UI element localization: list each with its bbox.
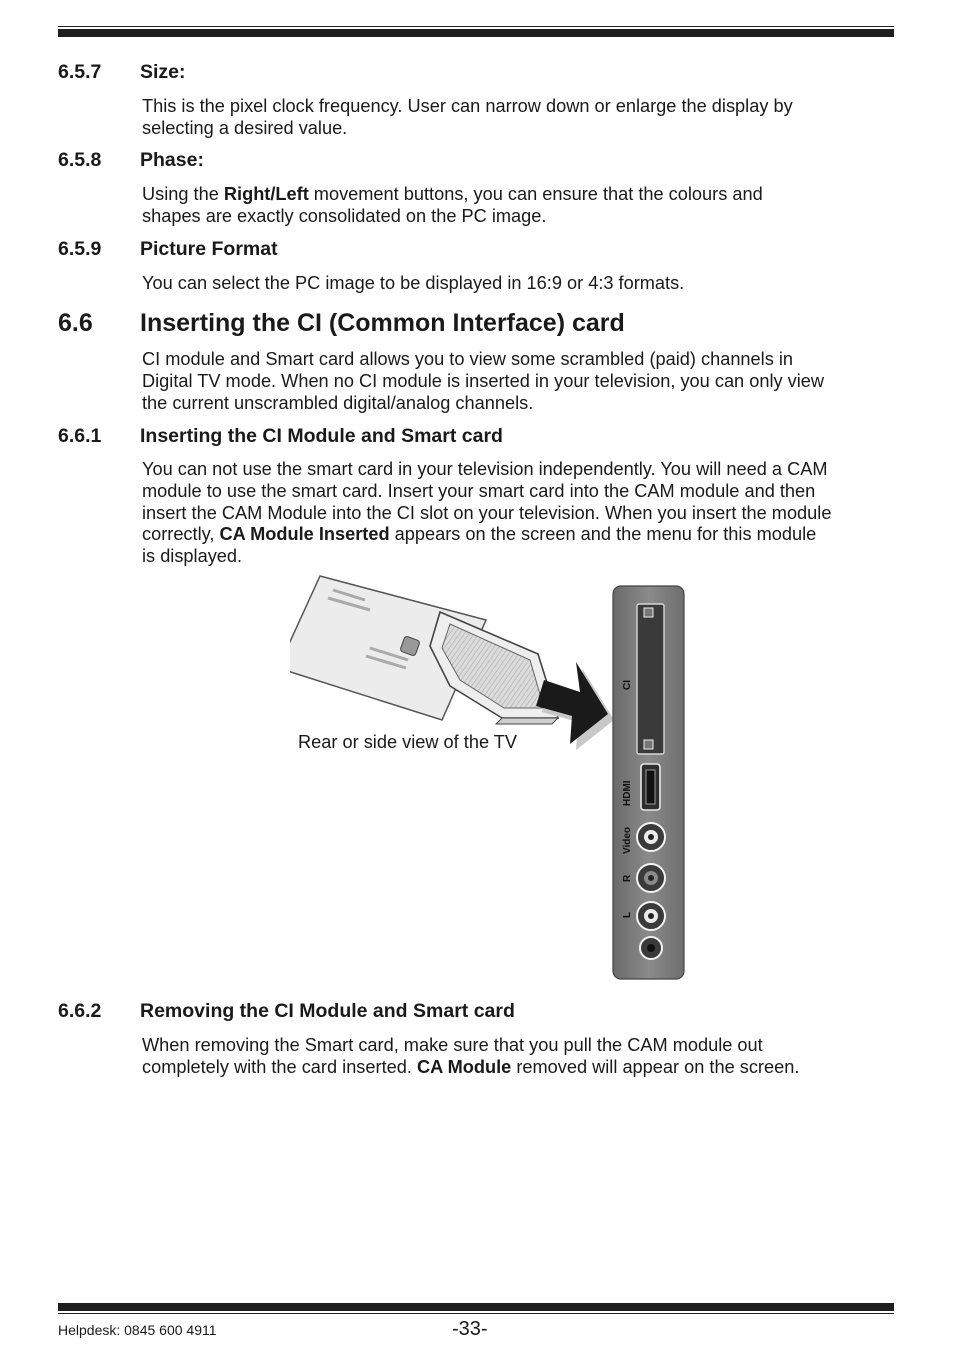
- heading-6-6-1: [58, 425, 503, 448]
- section-number: 6.5.8: [58, 149, 102, 171]
- video-jack-icon: [637, 823, 665, 851]
- text-line: [142, 524, 902, 546]
- text-line: module to use the smart card. Insert your smart card into the CAM module and then: [142, 480, 816, 501]
- figure-caption: Rear or side view of the TV: [298, 732, 518, 752]
- paragraph-ci-intro: [142, 349, 902, 414]
- section-number: 6.6.2: [58, 1000, 102, 1022]
- text-line: the current unscrambled digital/analog channels.: [142, 392, 534, 413]
- heading-6-6: [58, 309, 625, 338]
- section-title: Inserting the CI (Common Interface) card: [140, 309, 625, 337]
- audio-l-jack-icon: [637, 902, 665, 930]
- text-line: selecting a desired value.: [142, 117, 348, 138]
- ci-illustration: [290, 568, 690, 983]
- paragraph-inserting: [142, 459, 902, 568]
- port-label-ci: CI: [622, 680, 633, 690]
- heading-6-5-8: [58, 149, 204, 172]
- top-rule: [58, 26, 894, 37]
- bottom-rule: [58, 1303, 894, 1314]
- text-line: CI module and Smart card allows you to view some scrambled (paid) channels in: [142, 349, 794, 369]
- paragraph-removing: [142, 1035, 902, 1079]
- text-line: You can not use the smart card in your television independently. You will need a CAM: [142, 459, 828, 479]
- text-line: You can select the PC image to be displayed in 16:9 or 4:3 formats.: [142, 273, 685, 293]
- section-number: 6.5.7: [58, 61, 102, 83]
- cam-module-icon: [430, 612, 558, 724]
- section-number: 6.6.1: [58, 425, 102, 447]
- text-line: insert the CAM Module into the CI slot on your television. When you insert the module: [142, 502, 832, 523]
- port-label-hdmi: HDMI: [622, 780, 633, 806]
- bold-term: CA Module Inserted: [219, 524, 390, 545]
- text-line: [142, 184, 902, 206]
- insert-arrow-icon: [536, 662, 614, 750]
- section-title: Picture Format: [140, 238, 278, 260]
- section-title: Removing the CI Module and Smart card: [140, 1000, 515, 1022]
- text-run: removed will appear on the screen.: [511, 1056, 800, 1077]
- headphone-jack-icon: [640, 937, 662, 959]
- audio-r-jack-icon: [637, 864, 665, 892]
- port-label-video: Video: [622, 826, 633, 854]
- text-line: is displayed.: [142, 546, 243, 567]
- section-title: Phase:: [140, 149, 204, 171]
- section-title: Inserting the CI Module and Smart card: [140, 425, 503, 447]
- text-run: appears on the screen and the menu for this module: [389, 524, 817, 545]
- heading-6-5-9: [58, 238, 278, 261]
- bold-term: Right/Left: [223, 184, 309, 204]
- text-line: When removing the Smart card, make sure that you pull the CAM module out: [142, 1035, 763, 1055]
- paragraph-size: [142, 96, 902, 140]
- port-label-l: L: [622, 911, 633, 918]
- text-run: correctly,: [142, 524, 220, 545]
- text-line: Digital TV mode. When no CI module is inserted in your television, you can only view: [142, 370, 825, 391]
- section-number: 6.5.9: [58, 238, 102, 260]
- heading-6-5-7: [58, 61, 186, 84]
- text-run: movement buttons, you can ensure that the colours and: [308, 184, 763, 204]
- heading-6-6-2: [58, 1000, 515, 1023]
- ci-insertion-figure: [290, 568, 690, 983]
- paragraph-phase: [142, 184, 902, 228]
- helpdesk-number: Helpdesk: 0845 600 4911: [58, 1322, 217, 1338]
- section-title: Size:: [140, 61, 186, 83]
- text-line: This is the pixel clock frequency. User can narrow down or enlarge the display by: [142, 96, 793, 116]
- port-label-r: R: [622, 874, 633, 882]
- ci-slot: [637, 604, 664, 754]
- bold-term: CA Module: [416, 1056, 512, 1077]
- text-run: Using the: [142, 184, 224, 204]
- paragraph-picture-format: [142, 273, 902, 295]
- text-line: [142, 1057, 902, 1079]
- tv-side-panel: [613, 586, 684, 979]
- text-line: shapes are exactly consolidated on the PC image.: [142, 205, 547, 226]
- section-number: 6.6: [58, 309, 93, 337]
- page-number: -33-: [452, 1318, 488, 1340]
- text-run: completely with the card inserted.: [142, 1056, 417, 1077]
